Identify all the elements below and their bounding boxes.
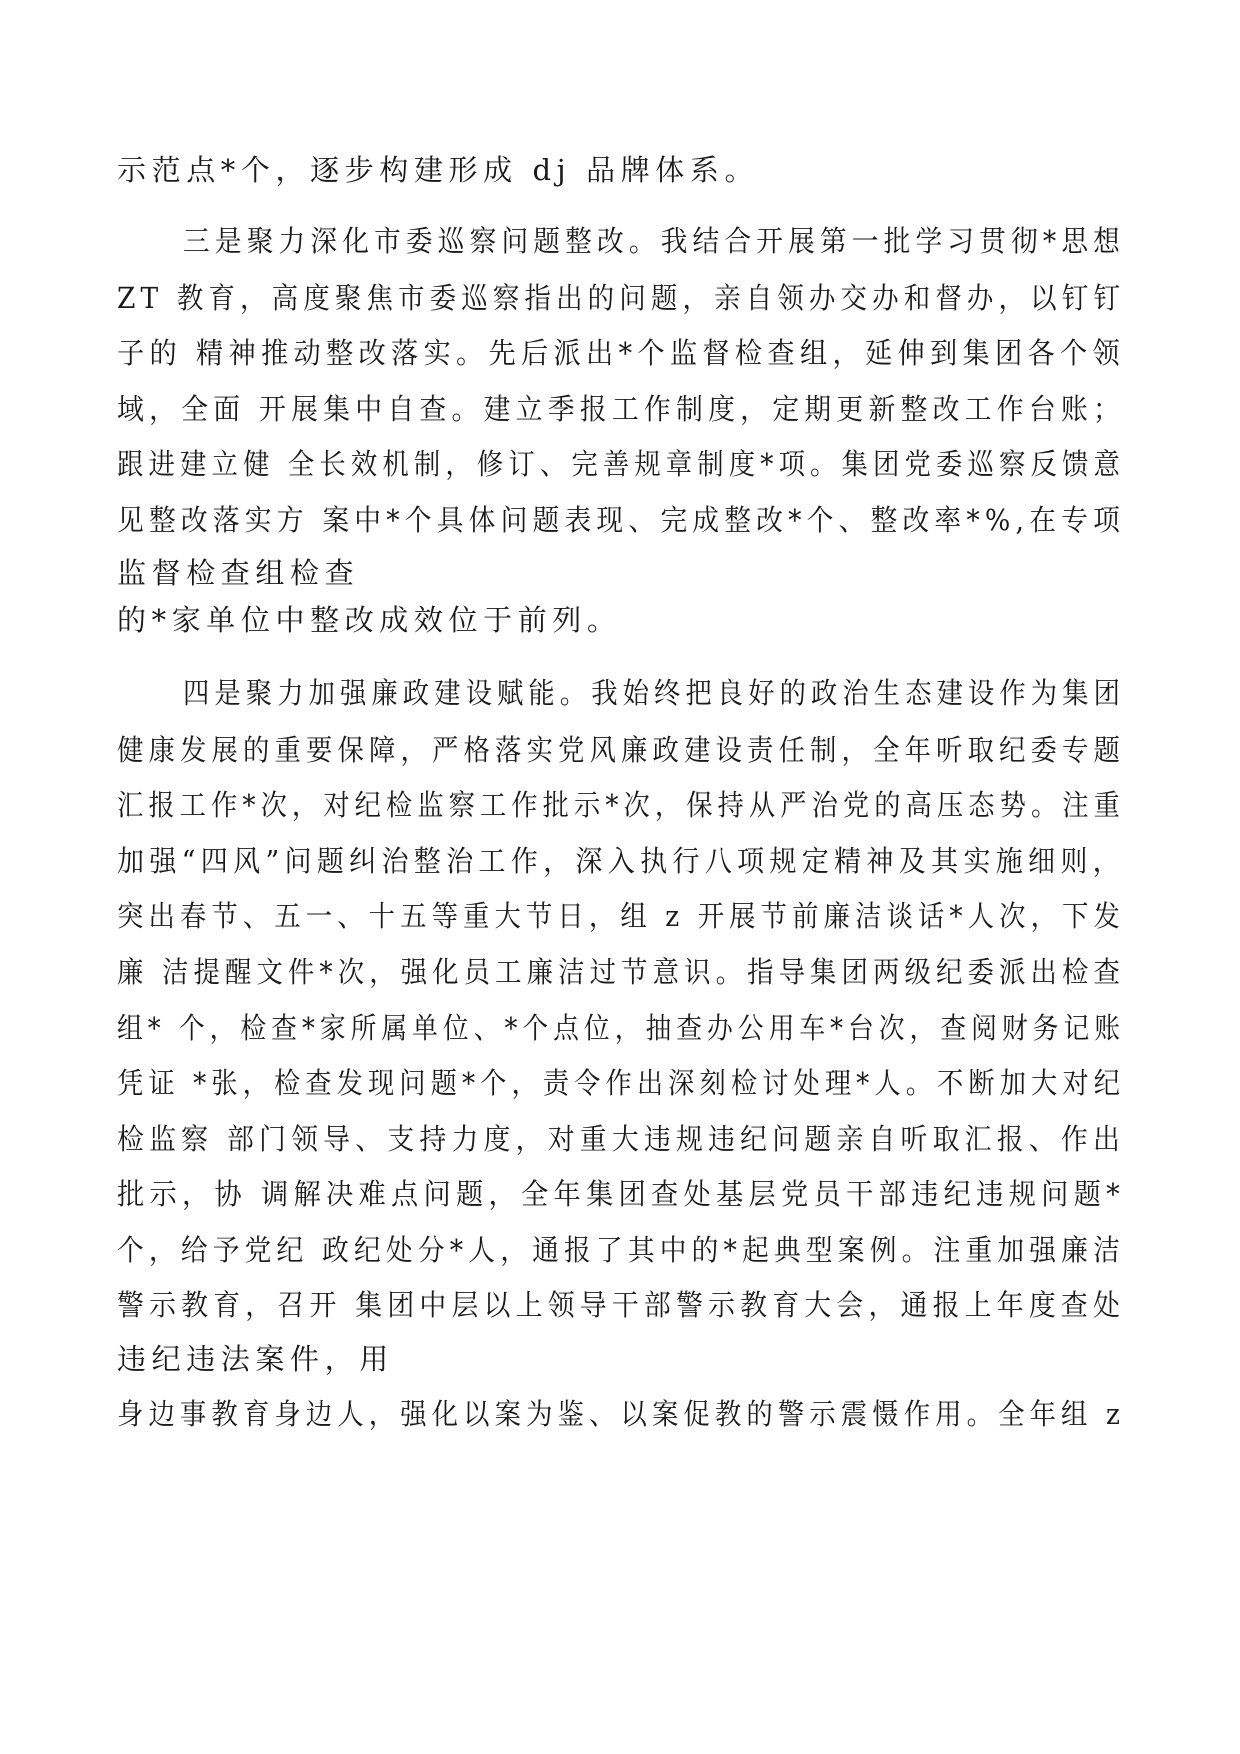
- paragraph-3-line-3: 汇报工作*次，对纪检监察工作批示*次，保持从严治党的高压态势。注重: [117, 788, 1125, 822]
- paragraph-2-line-3: 子的 精神推动整改落实。先后派出*个监督检查组，延伸到集团各个领: [117, 336, 1126, 370]
- paragraph-2-line-8: 的*家单位中整改成效位于前列。: [117, 603, 622, 637]
- paragraph-2-line-6: 见整改落实方 案中*个具体问题表现、完成整改*个、整改率*%,在专项: [117, 503, 1126, 537]
- paragraph-3-line-8: 凭证 *张，检查发现问题*个，责令作出深刻检讨处理*人。不断加大对纪: [117, 1066, 1126, 1100]
- paragraph-3-line-6: 廉 洁提醒文件*次，强化员工廉洁过节意识。指导集团两级纪委派出检查: [117, 955, 1125, 989]
- paragraph-3-line-7: 组* 个，检查*家所属单位、*个点位，抽查办公用车*台次，查阅财务记账: [117, 1011, 1126, 1045]
- paragraph-2-line-1: 三是聚力深化市委巡察问题整改。我结合开展第一批学习贯彻*思想: [183, 224, 1126, 258]
- paragraph-2-line-2: ZT 教育，高度聚焦市委巡察指出的问题，亲自领办交办和督办，以钉钉: [117, 281, 1125, 315]
- paragraph-3-line-14: 身边事教育身边人，强化以案为鉴、以案促教的警示震慑作用。全年组 z: [117, 1397, 1126, 1431]
- paragraph-3-line-11: 个，给予党纪 政纪处分*人，通报了其中的*起典型案例。注重加强廉洁: [117, 1233, 1125, 1267]
- paragraph-1-line-1: 示范点*个，逐步构建形成 dj 品牌体系。: [117, 153, 760, 187]
- paragraph-3-line-9: 检监察 部门领导、支持力度，对重大违规违纪问题亲自听取汇报、作出: [117, 1122, 1126, 1156]
- paragraph-3-line-10: 批示，协 调解决难点问题，全年集团查处基层党员干部违纪违规问题*: [117, 1177, 1126, 1211]
- paragraph-2-line-4: 域，全面 开展集中自查。建立季报工作制度，定期更新整改工作台账；: [117, 392, 1126, 426]
- paragraph-3-line-1: 四是聚力加强廉政建设赋能。我始终把良好的政治生态建设作为集团: [183, 676, 1125, 710]
- paragraph-3-line-12: 警示教育，召开 集团中层以上领导干部警示教育大会，通报上年度查处: [117, 1288, 1126, 1322]
- paragraph-2-line-7: 监督检查组检查: [117, 556, 360, 590]
- paragraph-3-line-5: 突出春节、五一、十五等重大节日，组 z 开展节前廉洁谈话*人次，下发: [117, 899, 1125, 933]
- paragraph-3-line-2: 健康发展的重要保障，严格落实党风廉政建设责任制，全年听取纪委专题: [117, 733, 1125, 767]
- paragraph-3-line-13: 违纪违法案件，用: [117, 1342, 394, 1376]
- paragraph-3-line-4: 加强“四风”问题纠治整治工作，深入执行八项规定精神及其实施细则，: [117, 844, 1125, 878]
- paragraph-2-line-5: 跟进建立健 全长效机制，修订、完善规章制度*项。集团党委巡察反馈意: [117, 447, 1125, 481]
